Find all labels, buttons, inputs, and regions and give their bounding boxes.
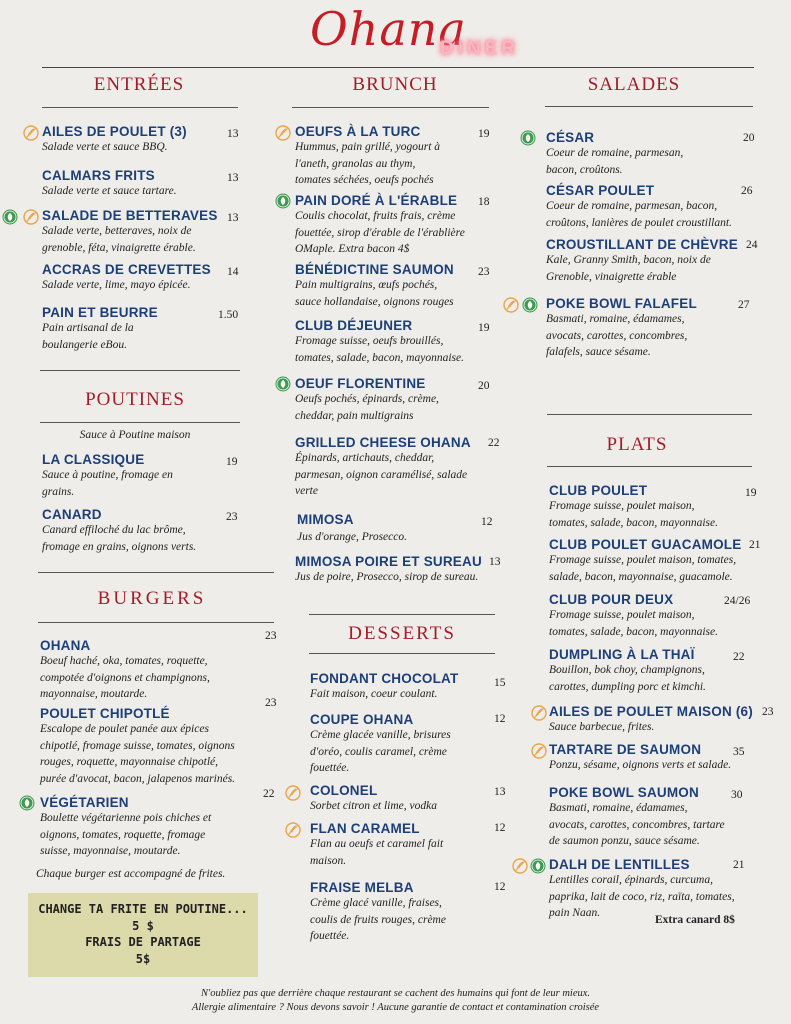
item-desc: Sauce barbecue, frites.	[549, 721, 655, 733]
menu-item	[549, 704, 784, 736]
item-desc: tomates, salade, bacon, mayonnaise.	[295, 351, 464, 364]
item-desc: Salade verte, lime, mayo épicée.	[42, 279, 191, 291]
menu-item	[295, 124, 505, 189]
item-desc: compotée d'oignons et champignons,	[40, 671, 210, 684]
item-desc: salade, bacon, mayonnaise, guacamole.	[549, 570, 733, 583]
menu-item	[295, 193, 505, 258]
item-desc: Boeuf haché, oka, tomates, roquette,	[40, 655, 208, 667]
item-desc: bacon, croûtons.	[546, 163, 623, 176]
item-name: SALADE DE BETTERAVES	[42, 208, 218, 223]
item-name: BÉNÉDICTINE SAUMON	[295, 262, 454, 277]
item-desc: Boulette végétarienne pois chiches et	[40, 812, 212, 824]
section-title-desserts: DESSERTS	[348, 623, 456, 644]
promo-line: 5 $	[132, 918, 154, 933]
vegetarian-icon	[275, 376, 291, 392]
item-desc: falafels, sauce sésame.	[546, 346, 651, 358]
item-desc: Jus d'orange, Prosecco.	[297, 531, 407, 543]
menu-item	[297, 512, 507, 546]
menu-item	[295, 435, 510, 500]
extra-canard: Extra canard 8$	[655, 914, 735, 926]
menu-item	[295, 376, 505, 424]
item-price: 12	[481, 516, 493, 528]
gluten-free-icon	[285, 822, 301, 838]
item-price: 24/26	[724, 595, 751, 607]
menu-item	[42, 452, 242, 500]
vegetarian-icon	[530, 858, 546, 874]
item-desc: fouettée.	[310, 762, 350, 774]
item-desc: grenoble, féta, vinaigrette érable.	[42, 241, 196, 254]
item-price: 23	[762, 706, 774, 718]
item-desc: coulis de fruits rouges, crème	[310, 913, 446, 926]
menu-item	[546, 130, 766, 178]
item-name: CLUB POULET	[549, 483, 648, 498]
item-price: 35	[733, 746, 745, 758]
item-price: 12	[494, 822, 506, 834]
item-desc: Fromage suisse, poulet maison, tomates,	[549, 554, 737, 566]
vegetarian-icon	[522, 297, 538, 313]
gluten-free-icon	[503, 297, 519, 313]
item-name: TARTARE DE SAUMON	[549, 742, 702, 757]
item-desc: Sorbet citron et lime, vodka	[310, 800, 437, 812]
item-price: 21	[733, 859, 745, 871]
section-title-poutines: POUTINES	[85, 389, 185, 410]
item-name: PAIN ET BEURRE	[42, 305, 158, 320]
section-rule	[40, 422, 240, 423]
gluten-free-icon	[531, 743, 547, 759]
gluten-free-icon	[512, 858, 528, 874]
item-price: 19	[478, 322, 490, 334]
item-name: OHANA	[40, 638, 91, 653]
item-price: 15	[494, 677, 506, 689]
item-desc: fromage en grains, oignons verts.	[42, 540, 197, 553]
item-desc: Salade verte et sauce BBQ.	[42, 141, 168, 153]
item-desc: Coulis chocolat, fruits frais, crème	[295, 210, 456, 222]
menu-item	[549, 742, 784, 774]
item-name: DALH DE LENTILLES	[549, 857, 690, 872]
section-title-entrees: ENTRÉES	[93, 74, 185, 95]
item-price: 14	[227, 266, 239, 278]
item-desc: croûtons, lanières de poulet croustillant.	[546, 216, 732, 229]
section-rule	[292, 107, 489, 108]
item-desc: Basmati, romaine, édamames,	[549, 802, 688, 814]
item-name: ACCRAS DE CREVETTES	[42, 262, 211, 277]
vegetarian-icon	[520, 130, 536, 146]
gluten-free-icon	[531, 705, 547, 721]
item-desc: suisse, mayonnaise, moutarde.	[40, 845, 181, 857]
item-name: DUMPLING À LA THAÏ	[549, 647, 695, 662]
item-price: 21	[749, 539, 761, 551]
item-desc: Salade verte et sauce tartare.	[42, 185, 177, 197]
item-desc: Ponzu, sésame, oignons verts et salade.	[549, 759, 732, 771]
section-rule	[547, 414, 752, 415]
item-name: PAIN DORÉ À L'ÉRABLE	[295, 193, 458, 208]
menu-item	[546, 237, 776, 285]
section-rule	[309, 653, 495, 654]
item-price: 13	[227, 212, 239, 224]
item-name: FONDANT CHOCOLAT	[310, 671, 459, 686]
vegetarian-icon	[275, 193, 291, 209]
item-desc: de saumon ponzu, sauce sésame.	[549, 835, 700, 847]
menu-item	[42, 262, 242, 294]
brand-subtitle: DINER	[440, 38, 520, 59]
footer-line: Allergie alimentaire ? Nous devons savoir ! Aucune garantie de contact et contamination croisée	[191, 1002, 600, 1013]
menu-item	[310, 671, 500, 703]
item-price: 18	[478, 196, 490, 208]
item-desc: Crème glacée vanille, brisures	[310, 729, 451, 741]
item-name: MIMOSA POIRE ET SUREAU	[295, 554, 482, 569]
item-price: 12	[494, 881, 506, 893]
item-desc: Pain artisanal de la	[42, 322, 134, 334]
brand-logo: Ohana	[310, 2, 467, 56]
section-rule	[309, 614, 495, 615]
item-price: 13	[227, 128, 239, 140]
header-divider	[42, 67, 754, 68]
item-name: GRILLED CHEESE OHANA	[295, 435, 471, 450]
item-desc: avocats, carottes, concombres, tartare	[549, 818, 725, 831]
section-rule	[38, 572, 274, 573]
item-desc: chipotlé, fromage suisse, tomates, oignons	[40, 739, 235, 752]
item-name: CLUB POUR DEUX	[549, 592, 674, 607]
menu-item	[42, 507, 242, 555]
item-price: 23	[265, 630, 277, 642]
item-price: 20	[478, 380, 490, 392]
item-desc: carottes, dumpling porc et kimchi.	[549, 680, 706, 693]
poutine-intro: Sauce à Poutine maison	[79, 429, 191, 441]
burger-note: Chaque burger est accompagné de frites.	[36, 868, 226, 880]
item-price: 19	[478, 128, 490, 140]
item-desc: Coeur de romaine, parmesan,	[546, 147, 684, 159]
menu-item	[42, 305, 242, 353]
menu-item	[42, 124, 242, 156]
gluten-free-icon	[23, 209, 39, 225]
item-desc: tomates séchées, oeufs pochés	[295, 174, 434, 186]
menu-item	[40, 706, 280, 787]
item-desc: boulangerie eBou.	[42, 338, 127, 351]
item-desc: Fait maison, coeur coulant.	[310, 688, 438, 700]
item-desc: d'oréo, coulis caramel, crème	[310, 745, 447, 758]
item-desc: Épinards, artichauts, cheddar,	[295, 452, 435, 464]
item-price: 26	[741, 185, 753, 197]
promo-line: CHANGE TA FRITE EN POUTINE...	[38, 902, 248, 916]
item-desc: cheddar, pain multigrains	[295, 409, 414, 422]
item-name: CALMARS FRITS	[42, 168, 155, 183]
item-name: COUPE OHANA	[310, 712, 414, 727]
menu-item	[42, 168, 242, 200]
section-title-plats: PLATS	[606, 434, 668, 455]
menu-item	[310, 821, 500, 869]
item-price: 23	[226, 511, 238, 523]
item-name: LA CLASSIQUE	[42, 452, 145, 467]
menu-item	[549, 785, 784, 850]
section-rule	[38, 622, 274, 623]
item-price: 27	[738, 299, 750, 311]
item-price: 23	[265, 697, 277, 709]
item-name: POKE BOWL SAUMON	[549, 785, 699, 800]
item-name: VÉGÉTARIEN	[40, 795, 129, 810]
item-name: AILES DE POULET (3)	[42, 124, 187, 139]
item-price: 20	[743, 132, 755, 144]
promo-line: 5$	[135, 951, 151, 966]
menu-item	[310, 880, 500, 945]
item-desc: Grenoble, vinaigrette érable	[546, 270, 677, 283]
menu-item	[310, 712, 500, 777]
item-desc: pain Naan.	[549, 907, 601, 919]
gluten-free-icon	[275, 125, 291, 141]
item-desc: sauce hollandaise, oignons rouges	[295, 295, 454, 308]
item-desc: Basmati, romaine, édamames,	[546, 313, 685, 325]
item-price: 23	[478, 266, 490, 278]
item-desc: Jus de poire, Prosecco, sirop de sureau.	[295, 571, 479, 583]
item-name: FRAISE MELBA	[310, 880, 414, 895]
menu-item	[42, 208, 242, 256]
item-desc: purée d'avocat, bacon, jalapenos marinés.	[40, 772, 236, 785]
menu-item	[549, 857, 781, 922]
item-name: CLUB POULET GUACAMOLE	[549, 537, 742, 552]
menu-item	[310, 783, 500, 815]
promo-box	[28, 893, 258, 977]
section-rule	[42, 107, 238, 108]
menu-item	[549, 537, 779, 585]
item-name: MIMOSA	[297, 512, 354, 527]
item-price: 22	[733, 651, 745, 663]
item-desc: Crème glacé vanille, fraises,	[310, 897, 442, 909]
item-name: CÉSAR	[546, 130, 595, 145]
item-desc: Canard effiloché du lac brôme,	[42, 524, 186, 536]
item-desc: Bouillon, bok choy, champignons,	[549, 664, 705, 676]
item-desc: Fromage suisse, poulet maison,	[549, 609, 695, 621]
gluten-free-icon	[285, 785, 301, 801]
item-desc: tomates, salade, bacon, mayonnaise.	[549, 516, 718, 529]
item-name: COLONEL	[310, 783, 378, 798]
item-price: 22	[263, 788, 275, 800]
item-price: 19	[745, 487, 757, 499]
item-name: CANARD	[42, 507, 102, 522]
item-desc: mayonnaise, moutarde.	[40, 688, 148, 700]
item-desc: Sauce à poutine, fromage en	[42, 469, 173, 481]
item-price: 24	[746, 239, 758, 251]
item-desc: paprika, lait de coco, riz, raïta, tomates,	[549, 890, 735, 903]
menu-item	[40, 638, 280, 703]
item-desc: Fromage suisse, poulet maison,	[549, 500, 695, 512]
section-title-brunch: BRUNCH	[352, 74, 438, 95]
vegetarian-icon	[2, 209, 18, 225]
item-desc: l'aneth, granolas au thym,	[295, 157, 416, 170]
item-desc: fouettée, sirop d'érable de l'érablière	[295, 226, 465, 239]
promo-line: FRAIS DE PARTAGE	[85, 935, 201, 949]
item-name: POULET CHIPOTLÉ	[40, 706, 170, 721]
section-title-burgers: BURGERS	[97, 588, 207, 609]
item-name: FLAN CARAMEL	[310, 821, 420, 836]
gluten-free-icon	[23, 125, 39, 141]
item-name: OEUFS À LA TURC	[295, 124, 421, 139]
item-desc: fouettée.	[310, 930, 350, 942]
item-price: 13	[494, 786, 506, 798]
section-title-salades: SALADES	[587, 74, 681, 95]
item-desc: Escalope de poulet panée aux épices	[40, 723, 209, 735]
item-price: 30	[731, 789, 743, 801]
item-price: 12	[494, 713, 506, 725]
item-desc: oignons, tomates, roquette, fromage	[40, 828, 206, 841]
item-name: CÉSAR POULET	[546, 183, 655, 198]
item-desc: parmesan, oignon caramélisé, salade	[295, 468, 468, 481]
section-rule	[545, 106, 753, 107]
item-desc: verte	[295, 485, 318, 497]
item-desc: grains.	[42, 485, 75, 498]
item-price: 13	[489, 556, 501, 568]
footer-line: N'oubliez pas que derrière chaque restaurant se cachent des humains qui font de leur mieux.	[200, 988, 591, 999]
item-desc: Oeufs pochés, épinards, crème,	[295, 393, 439, 405]
item-desc: Coeur de romaine, parmesan, bacon,	[546, 200, 718, 212]
item-desc: Hummus, pain grillé, yogourt à	[295, 141, 441, 153]
item-price: 13	[227, 172, 239, 184]
item-price: 22	[488, 437, 500, 449]
section-rule	[40, 370, 240, 371]
item-name: POKE BOWL FALAFEL	[546, 296, 697, 311]
item-desc: Fromage suisse, oeufs brouillés,	[295, 335, 444, 347]
item-desc: tomates, salade, bacon, mayonnaise.	[549, 625, 718, 638]
item-name: OEUF FLORENTINE	[295, 376, 426, 391]
item-desc: rouges, roquette, mayonnaise chipotlé,	[40, 756, 219, 768]
menu-item	[295, 318, 505, 366]
item-desc: avocats, carottes, concombres,	[546, 329, 688, 342]
item-name: AILES DE POULET MAISON (6)	[549, 704, 753, 719]
item-name: CROUSTILLANT DE CHÈVRE	[546, 237, 738, 252]
item-desc: maison.	[310, 854, 347, 867]
item-desc: Lentilles corail, épinards, curcuma,	[549, 874, 713, 886]
item-desc: OMaple. Extra bacon 4$	[295, 243, 410, 255]
menu-item	[295, 554, 515, 586]
item-name: CLUB DÉJEUNER	[295, 318, 413, 333]
item-price: 1.50	[218, 309, 239, 321]
section-rule	[547, 466, 752, 467]
vegetarian-icon	[19, 795, 35, 811]
menu-item	[546, 296, 766, 361]
item-desc: Salade verte, betteraves, noix de	[42, 225, 192, 237]
menu-item	[295, 262, 505, 310]
item-desc: Kale, Granny Smith, bacon, noix de	[546, 254, 711, 266]
item-price: 19	[226, 456, 238, 468]
menu-item	[40, 795, 280, 860]
item-desc: Flan au oeufs et caramel fait	[310, 838, 444, 850]
item-desc: Pain multigrains, œufs pochés,	[295, 279, 438, 291]
